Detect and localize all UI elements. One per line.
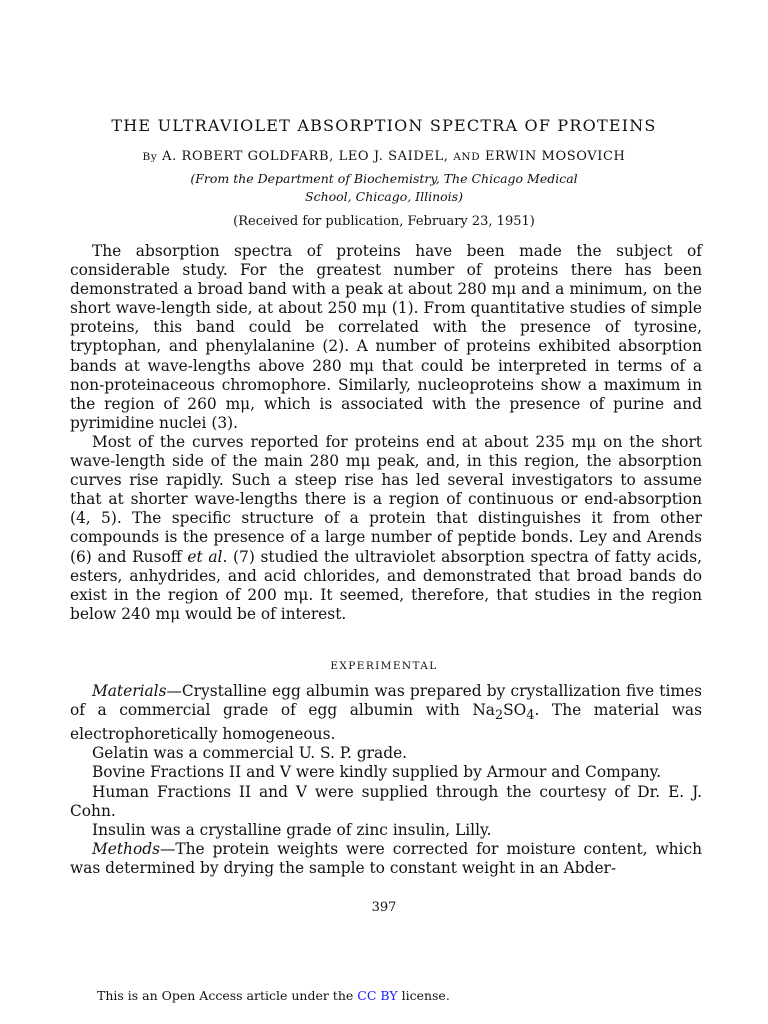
materials-subscript-2: 4 xyxy=(526,708,535,724)
human-paragraph: Human Fractions II and V were supplied through the courtesy of Dr. E. J. Cohn. xyxy=(70,782,702,820)
affiliation-line-1: (From the Department of Biochemistry, The Chicago Medical xyxy=(190,171,578,186)
methods-label: Methods xyxy=(92,839,160,858)
materials-paragraph xyxy=(70,682,702,744)
methods-paragraph xyxy=(70,840,702,878)
intro-p2-text-b: (7) studied the ultraviolet absorption spectra of fatty acids, esters, anhydrides, and acid chlorides, and demonstrated that broad bands do exist in the region of 200 mμ. It seemed, therefore, that studies in the region below 240 mμ would be of interest. xyxy=(70,547,702,623)
bovine-paragraph: Bovine Fractions II and V were kindly supplied by Armour and Company. xyxy=(92,763,662,782)
received-date: (Received for publication, February 23, 1951) xyxy=(233,214,535,229)
authors-prefix: By xyxy=(142,151,158,163)
intro-paragraph-1: The absorption spectra of proteins have been made the subject of considerable study. For the greatest number of proteins there has been demonstrated a broad band with a peak at about 280 mμ and a minimum, on the short wave-length side, at about 250 mμ (1). From quantitative studies of simple proteins, this band could be correlated with the presence of tyrosine, tryptophan, and phenylalanine (2). A number of proteins exhibited absorption bands at wave-lengths above 280 mμ that could be interpreted in terms of a non-proteinaceous chromophore. Similarly, nucleoproteins show a maximum in the region of 260 mμ, which is associated with the presence of purine and pyrimidine nuclei (3). xyxy=(70,242,702,432)
authors-part2: ERWIN MOSOVICH xyxy=(484,149,626,164)
license-text-a: This is an Open Access article under the xyxy=(97,988,354,1003)
authors-and: AND xyxy=(453,151,481,163)
intro-p2-text-a: Most of the curves reported for proteins end at about 235 mμ on the short wave-length side of the main 280 mμ peak, and, in this region, the absorption curves rise rapidly. Such a steep rise has led several investigators to assume that at shorter wave-lengths there is a region of continuous or end-absorption (4, 5). The specific structure of a protein that distinguishes it from other compounds is the presence of a large number of peptide bonds. Ley and Arends (6) and Rusoff xyxy=(70,432,702,566)
license-text-b: license. xyxy=(401,988,450,1003)
materials-text-b: SO xyxy=(503,701,527,720)
cc-by-license-link[interactable]: CC BY xyxy=(357,988,398,1003)
affiliation-line-2: School, Chicago, Illinois) xyxy=(305,189,463,204)
section-heading-experimental: EXPERIMENTAL xyxy=(330,660,438,672)
experimental-section xyxy=(70,682,702,878)
author-line xyxy=(0,149,768,164)
methods-text: —The protein weights were corrected for moisture content, which was determined by drying the sample to constant weight in an Abder- xyxy=(70,839,702,877)
materials-label: Materials xyxy=(92,682,167,700)
license-notice xyxy=(97,988,450,1003)
authors-part1: A. ROBERT GOLDFARB, LEO J. SAIDEL, xyxy=(162,149,449,164)
materials-text-c: . The material was electrophoretically homogeneous. xyxy=(70,701,703,744)
materials-subscript-1: 2 xyxy=(494,708,504,724)
introduction xyxy=(70,242,702,624)
insulin-paragraph: Insulin was a crystalline grade of zinc insulin, Lilly. xyxy=(92,820,492,839)
page-number: 397 xyxy=(371,900,397,915)
intro-p2-etal: et al. xyxy=(187,547,228,566)
affiliation xyxy=(0,170,768,206)
materials-text-a: —Crystalline egg albumin was prepared by crystallization five times of a commercial grade of egg albumin with Na xyxy=(70,682,702,720)
article-title: THE ULTRAVIOLET ABSORPTION SPECTRA OF PROTEINS xyxy=(111,116,657,135)
intro-paragraph-2 xyxy=(70,433,702,624)
gelatin-paragraph: Gelatin was a commercial U. S. P. grade. xyxy=(92,744,408,763)
